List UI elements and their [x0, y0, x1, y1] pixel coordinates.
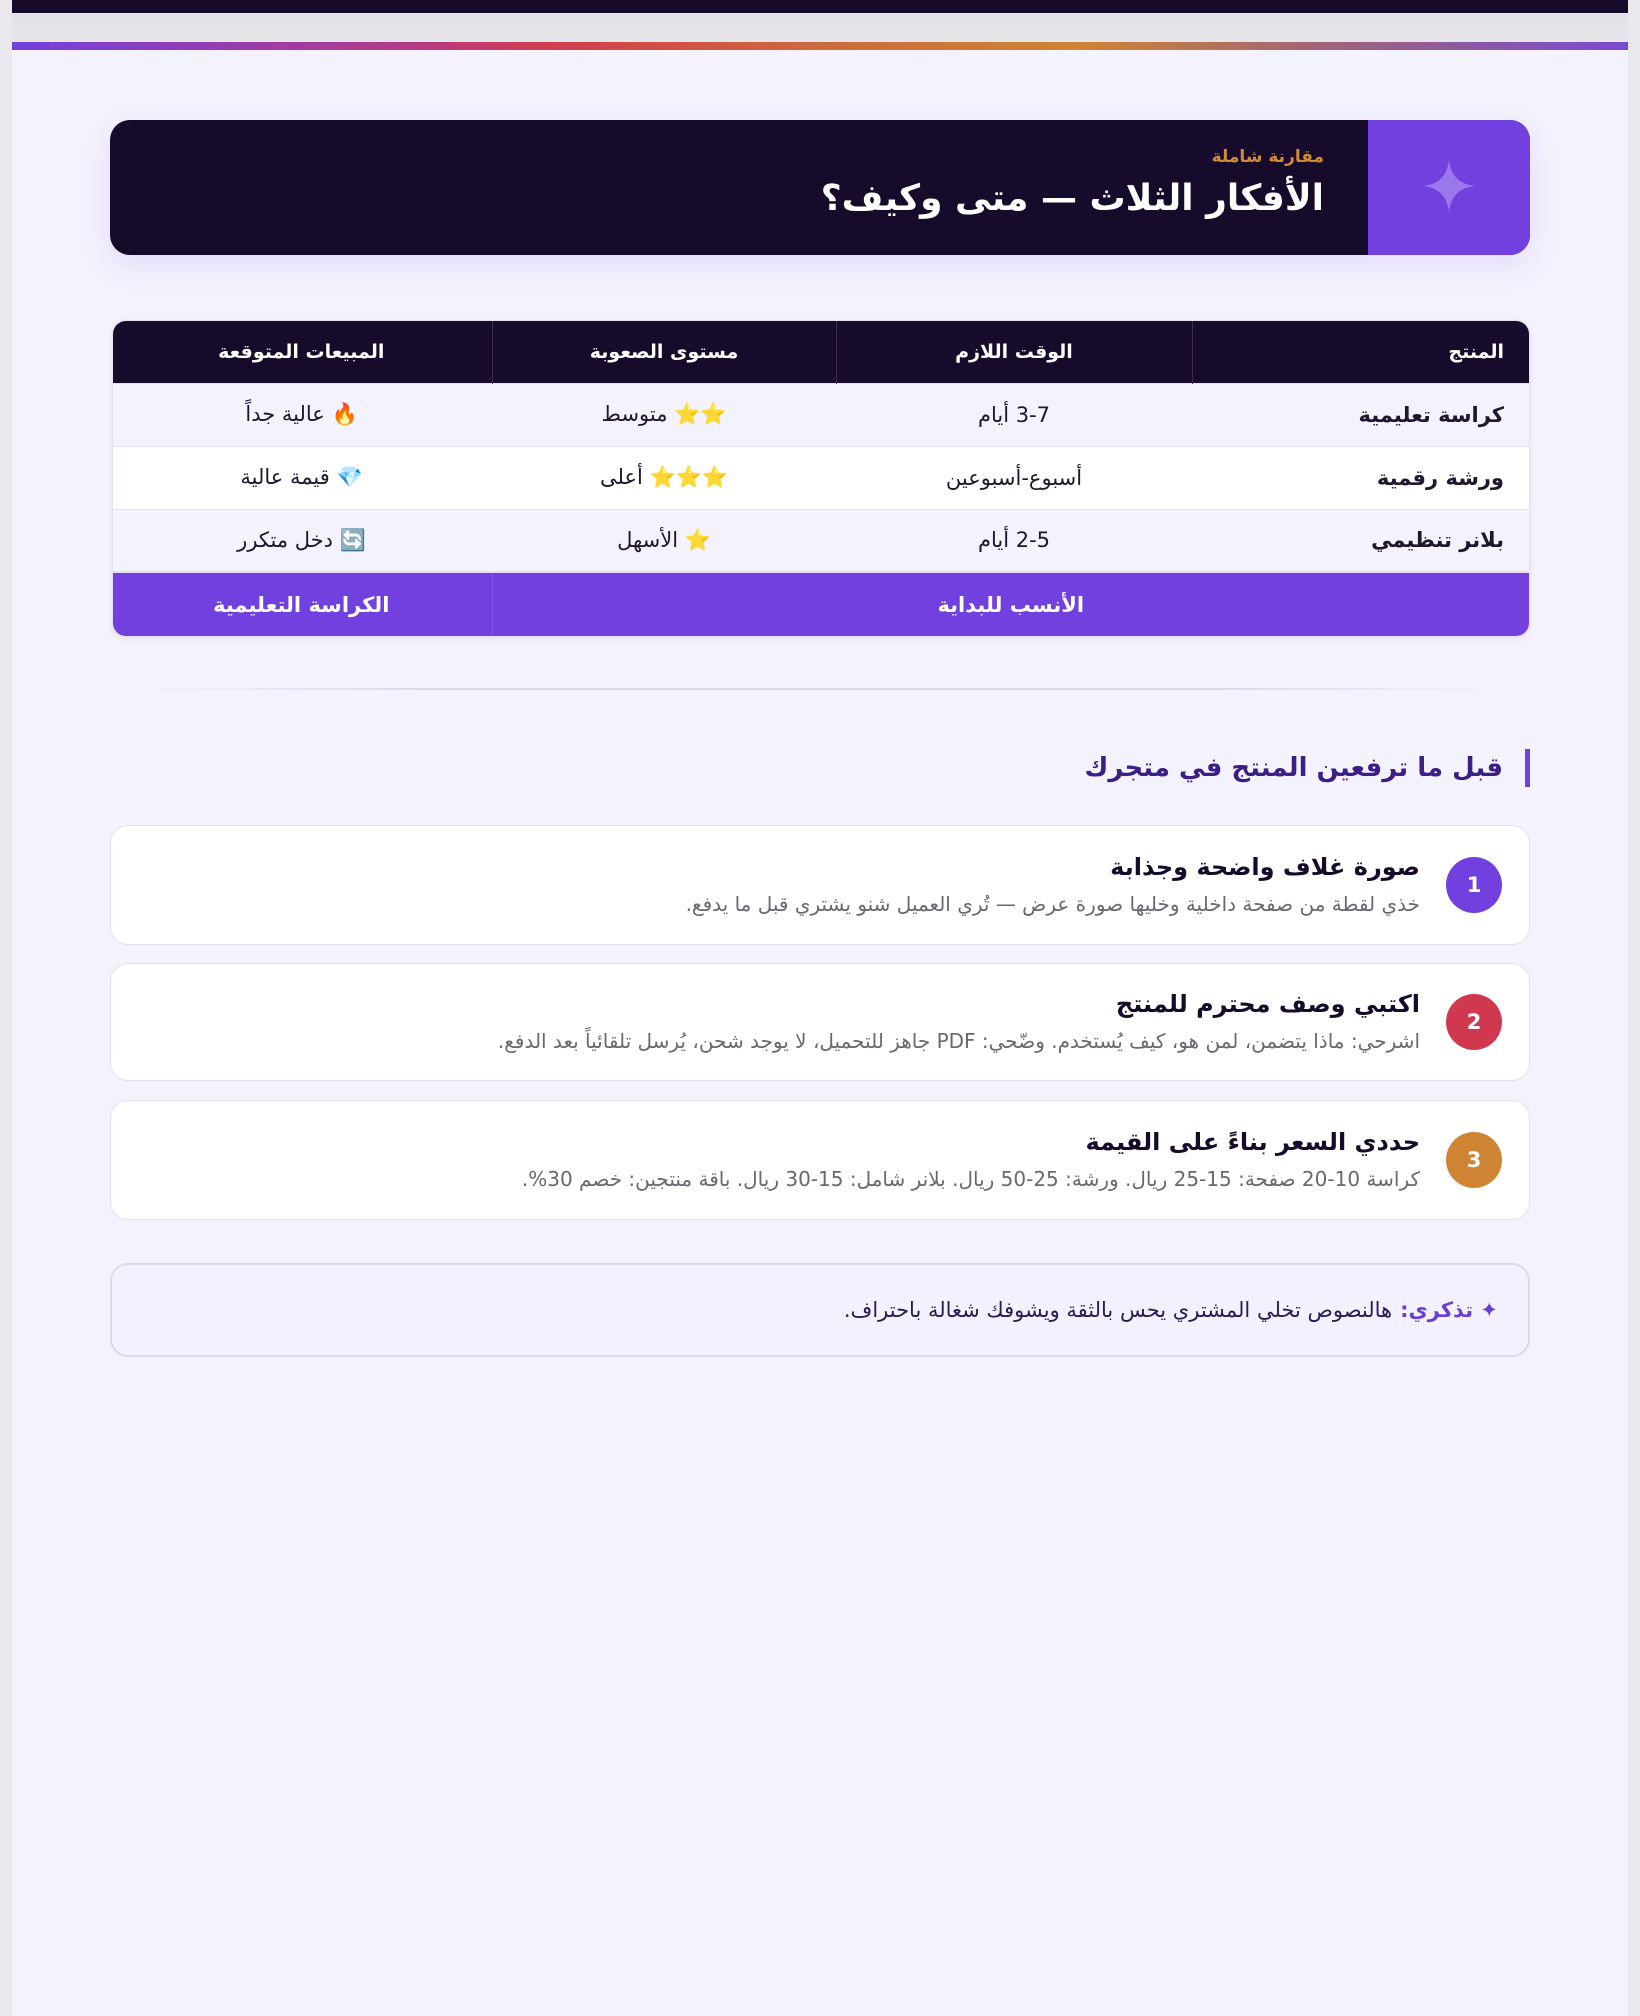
table-row — [112, 446, 1529, 509]
table-header-row — [112, 321, 1529, 383]
table-footer-row — [112, 572, 1529, 636]
hero-icon-panel — [1368, 120, 1530, 255]
cell-product: ورشة رقمية — [1192, 446, 1529, 509]
footer-label: الأنسب للبداية — [492, 572, 1529, 636]
cell-difficulty: ⭐⭐⭐ أعلى — [492, 446, 836, 509]
reminder-label-text: تذكري: — [1400, 1298, 1474, 1322]
cell-sales: 🔄 دخل متكرر — [112, 509, 492, 572]
hero-banner — [110, 120, 1530, 255]
cell-time: 2-5 أيام — [836, 509, 1192, 572]
section-divider — [150, 688, 1490, 690]
cell-time: أسبوع-أسبوعين — [836, 446, 1192, 509]
hero-text — [110, 120, 1368, 255]
step-description: خذي لقطة من صفحة داخلية وخليها صورة عرض — تُري العميل شنو يشتري قبل ما يدفع. — [685, 892, 1420, 916]
hero-kicker: مقارنة شاملة — [1211, 147, 1324, 167]
reminder-box — [110, 1263, 1530, 1357]
step-description: اشرحي: ماذا يتضمن، لمن هو، كيف يُستخدم. وضّحي: PDF جاهز للتحميل، لا يوجد شحن، يُرسل تلقائياً بعد الدفع. — [497, 1029, 1420, 1053]
gradient-accent-bar — [12, 42, 1628, 50]
page-container — [12, 42, 1628, 2016]
cell-difficulty: ⭐ الأسهل — [492, 509, 836, 572]
cell-product: بلانر تنظيمي — [1192, 509, 1529, 572]
sparkle-small-icon: ✦ — [1480, 1298, 1498, 1322]
step-description: كراسة 10-20 صفحة: 15-25 ريال. ورشة: 25-50 ريال. بلانر شامل: 15-30 ريال. باقة منتجين: خصم 30%. — [521, 1167, 1420, 1191]
table-row — [112, 383, 1529, 446]
header-product: المنتج — [1192, 321, 1529, 383]
frame-shade — [12, 14, 1628, 42]
window-top-bar — [12, 0, 1628, 13]
step-title: اكتبي وصف محترم للمنتج — [1115, 990, 1420, 1018]
section-heading — [110, 748, 1530, 788]
section-title: قبل ما ترفعين المنتج في متجرك — [1084, 753, 1503, 783]
header-sales: المبيعات المتوقعة — [112, 321, 492, 383]
cell-sales: 🔥 عالية جداً — [112, 383, 492, 446]
cell-difficulty: ⭐⭐ متوسط — [492, 383, 836, 446]
comparison-table — [112, 320, 1530, 637]
table-row — [112, 509, 1529, 572]
step-number-badge: 1 — [1446, 857, 1502, 913]
step-body — [522, 1125, 1420, 1195]
cell-sales: 💎 قيمة عالية — [112, 446, 492, 509]
step-number-badge: 2 — [1446, 994, 1502, 1050]
step-title: صورة غلاف واضحة وجذابة — [1110, 853, 1420, 881]
step-number-badge: 3 — [1446, 1132, 1502, 1188]
step-card — [110, 1100, 1530, 1220]
cell-product: كراسة تعليمية — [1192, 383, 1529, 446]
hero-title: الأفكار الثلاث — متى وكيف؟ — [820, 178, 1324, 219]
heading-accent-bar — [1525, 749, 1530, 787]
header-time: الوقت اللازم — [836, 321, 1192, 383]
reminder-label — [1400, 1298, 1498, 1322]
reminder-text: هالنصوص تخلي المشتري يحس بالثقة ويشوفك شغالة باحتراف. — [843, 1298, 1393, 1322]
step-body — [498, 987, 1420, 1057]
cell-time: 3-7 أيام — [836, 383, 1192, 446]
step-body — [686, 850, 1420, 920]
header-difficulty: مستوى الصعوبة — [492, 321, 836, 383]
step-title: حددي السعر بناءً على القيمة — [1085, 1128, 1420, 1156]
sparkle-icon — [1421, 158, 1477, 218]
footer-value: الكراسة التعليمية — [112, 572, 492, 636]
step-card — [110, 825, 1530, 945]
step-card — [110, 963, 1530, 1081]
